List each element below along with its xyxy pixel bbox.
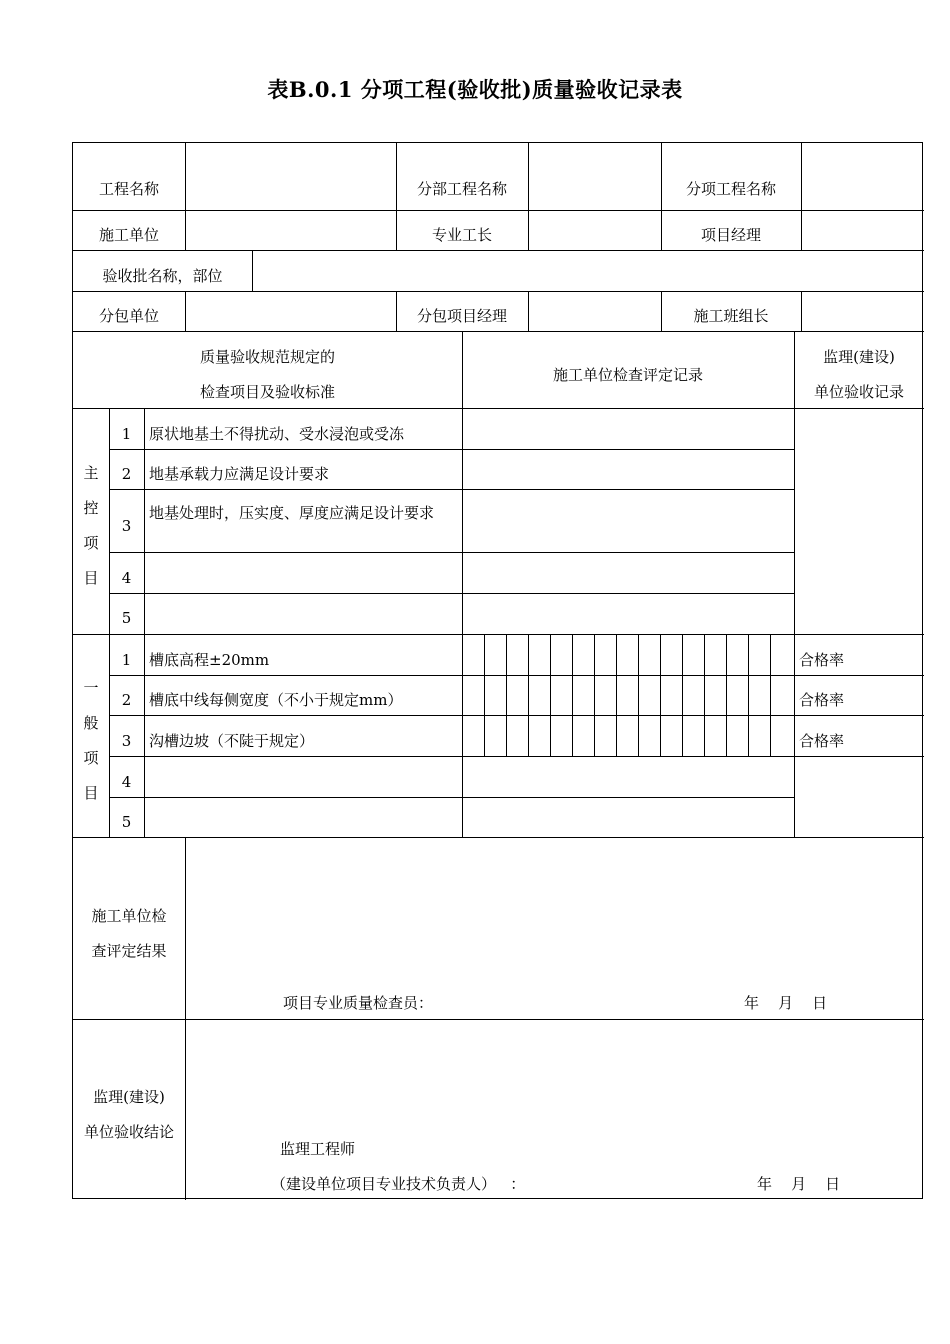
main-control-label: 控 [83, 499, 99, 517]
item-text: 沟槽边坡（不陡于规定） [149, 732, 315, 750]
grid-line [185, 837, 186, 1200]
general-label: 项 [83, 749, 99, 767]
grid-line [73, 1019, 924, 1020]
supervisor-conclusion-label-line1: 监理(建设) [93, 1088, 165, 1106]
grid-line [748, 634, 749, 756]
item-text: 原状地基土不得扰动、受水浸泡或受冻 [149, 425, 405, 443]
standard-header-line1: 质量验收规范规定的 [199, 348, 335, 366]
grid-line [109, 715, 924, 716]
grid-line [594, 634, 595, 756]
grid-line [109, 489, 794, 490]
grid-line [109, 593, 794, 594]
sub-division-name-label: 分部工程名称 [416, 180, 507, 198]
general-label: 般 [83, 714, 99, 732]
item-number: 1 [121, 425, 132, 443]
grid-line [144, 408, 145, 837]
quality-inspector-label: 项目专业质量检查员： [283, 994, 434, 1012]
item-number: 4 [121, 773, 132, 791]
contractor-result-label-line2: 查评定结果 [91, 942, 167, 960]
item-number: 4 [121, 569, 132, 587]
contractor-record-header: 施工单位检查评定记录 [552, 366, 703, 384]
general-label: 目 [83, 784, 99, 802]
general-label: 一 [83, 679, 99, 697]
item-number: 5 [121, 609, 132, 627]
contractor-date-label: 年 月 日 [744, 994, 828, 1012]
grid-line [185, 210, 186, 250]
grid-line [109, 756, 924, 757]
project-name-label: 工程名称 [98, 180, 159, 198]
item-number: 3 [121, 517, 132, 535]
item-number: 5 [121, 813, 132, 831]
main-control-label: 项 [83, 534, 99, 552]
grid-line [185, 291, 186, 331]
acceptance-record-form [72, 142, 923, 1199]
grid-line [660, 634, 661, 756]
item-number: 3 [121, 732, 132, 750]
grid-line [109, 552, 794, 553]
contractor-result-label-line1: 施工单位检 [91, 907, 167, 925]
grid-line [801, 210, 802, 250]
grid-line [770, 634, 771, 756]
grid-line [801, 143, 802, 210]
pass-rate-label: 合格率 [799, 691, 845, 709]
grid-line [73, 291, 924, 292]
grid-line [73, 634, 924, 635]
supervisor-conclusion-label-line2: 单位验收结论 [83, 1123, 174, 1141]
grid-line [506, 634, 507, 756]
supervisor-date-label: 年 月 日 [757, 1175, 841, 1193]
grid-line [185, 143, 186, 210]
page-title: 表B.0.1 分项工程(验收批)质量验收记录表 [267, 77, 683, 102]
grid-line [572, 634, 573, 756]
item-text: 地基承载力应满足设计要求 [149, 465, 330, 483]
supervising-engineer-label: 监理工程师 [280, 1140, 356, 1158]
grid-line [794, 408, 795, 837]
grid-line [109, 797, 794, 798]
item-number: 1 [121, 651, 132, 669]
pass-rate-label: 合格率 [799, 732, 845, 750]
owner-representative-label: （建设单位项目专业技术负责人） ： [271, 1175, 526, 1193]
item-text: 槽底中线每侧宽度（不小于规定mm） [149, 691, 403, 709]
grid-line [109, 675, 924, 676]
grid-line [528, 634, 529, 756]
supervisor-header-line2: 单位验收记录 [813, 383, 904, 401]
grid-line [550, 634, 551, 756]
sub-item-name-label: 分项工程名称 [685, 180, 776, 198]
grid-line [528, 291, 529, 331]
batch-name-location-label: 验收批名称，部位 [102, 267, 223, 285]
item-number: 2 [121, 691, 132, 709]
grid-line [462, 408, 463, 837]
sub-project-manager-label: 分包项目经理 [416, 307, 507, 325]
grid-line [73, 210, 924, 211]
grid-line [682, 634, 683, 756]
grid-line [528, 210, 529, 250]
grid-line [638, 634, 639, 756]
grid-line [528, 143, 529, 210]
grid-line [396, 143, 397, 210]
item-text: 槽底高程±20mm [149, 651, 270, 669]
main-control-label: 目 [83, 569, 99, 587]
grid-line [616, 634, 617, 756]
project-manager-label: 项目经理 [700, 226, 761, 244]
grid-line [252, 250, 253, 291]
grid-line [109, 449, 794, 450]
construction-unit-label: 施工单位 [98, 226, 159, 244]
grid-line [73, 408, 924, 409]
grid-line [73, 250, 924, 251]
grid-line [661, 143, 662, 210]
grid-line [726, 634, 727, 756]
grid-line [704, 634, 705, 756]
item-text: 地基处理时，压实度、厚度应满足设计要求 [149, 504, 435, 522]
subcontractor-label: 分包单位 [98, 307, 159, 325]
grid-line [801, 291, 802, 331]
main-control-label: 主 [83, 464, 99, 482]
grid-line [73, 837, 924, 838]
item-number: 2 [121, 465, 132, 483]
supervisor-header-line1: 监理(建设) [823, 348, 895, 366]
grid-line [73, 331, 924, 332]
foreman-label: 专业工长 [431, 226, 492, 244]
pass-rate-label: 合格率 [799, 651, 845, 669]
team-leader-label: 施工班组长 [693, 307, 769, 325]
grid-line [484, 634, 485, 756]
standard-header-line2: 检查项目及验收标准 [199, 383, 335, 401]
